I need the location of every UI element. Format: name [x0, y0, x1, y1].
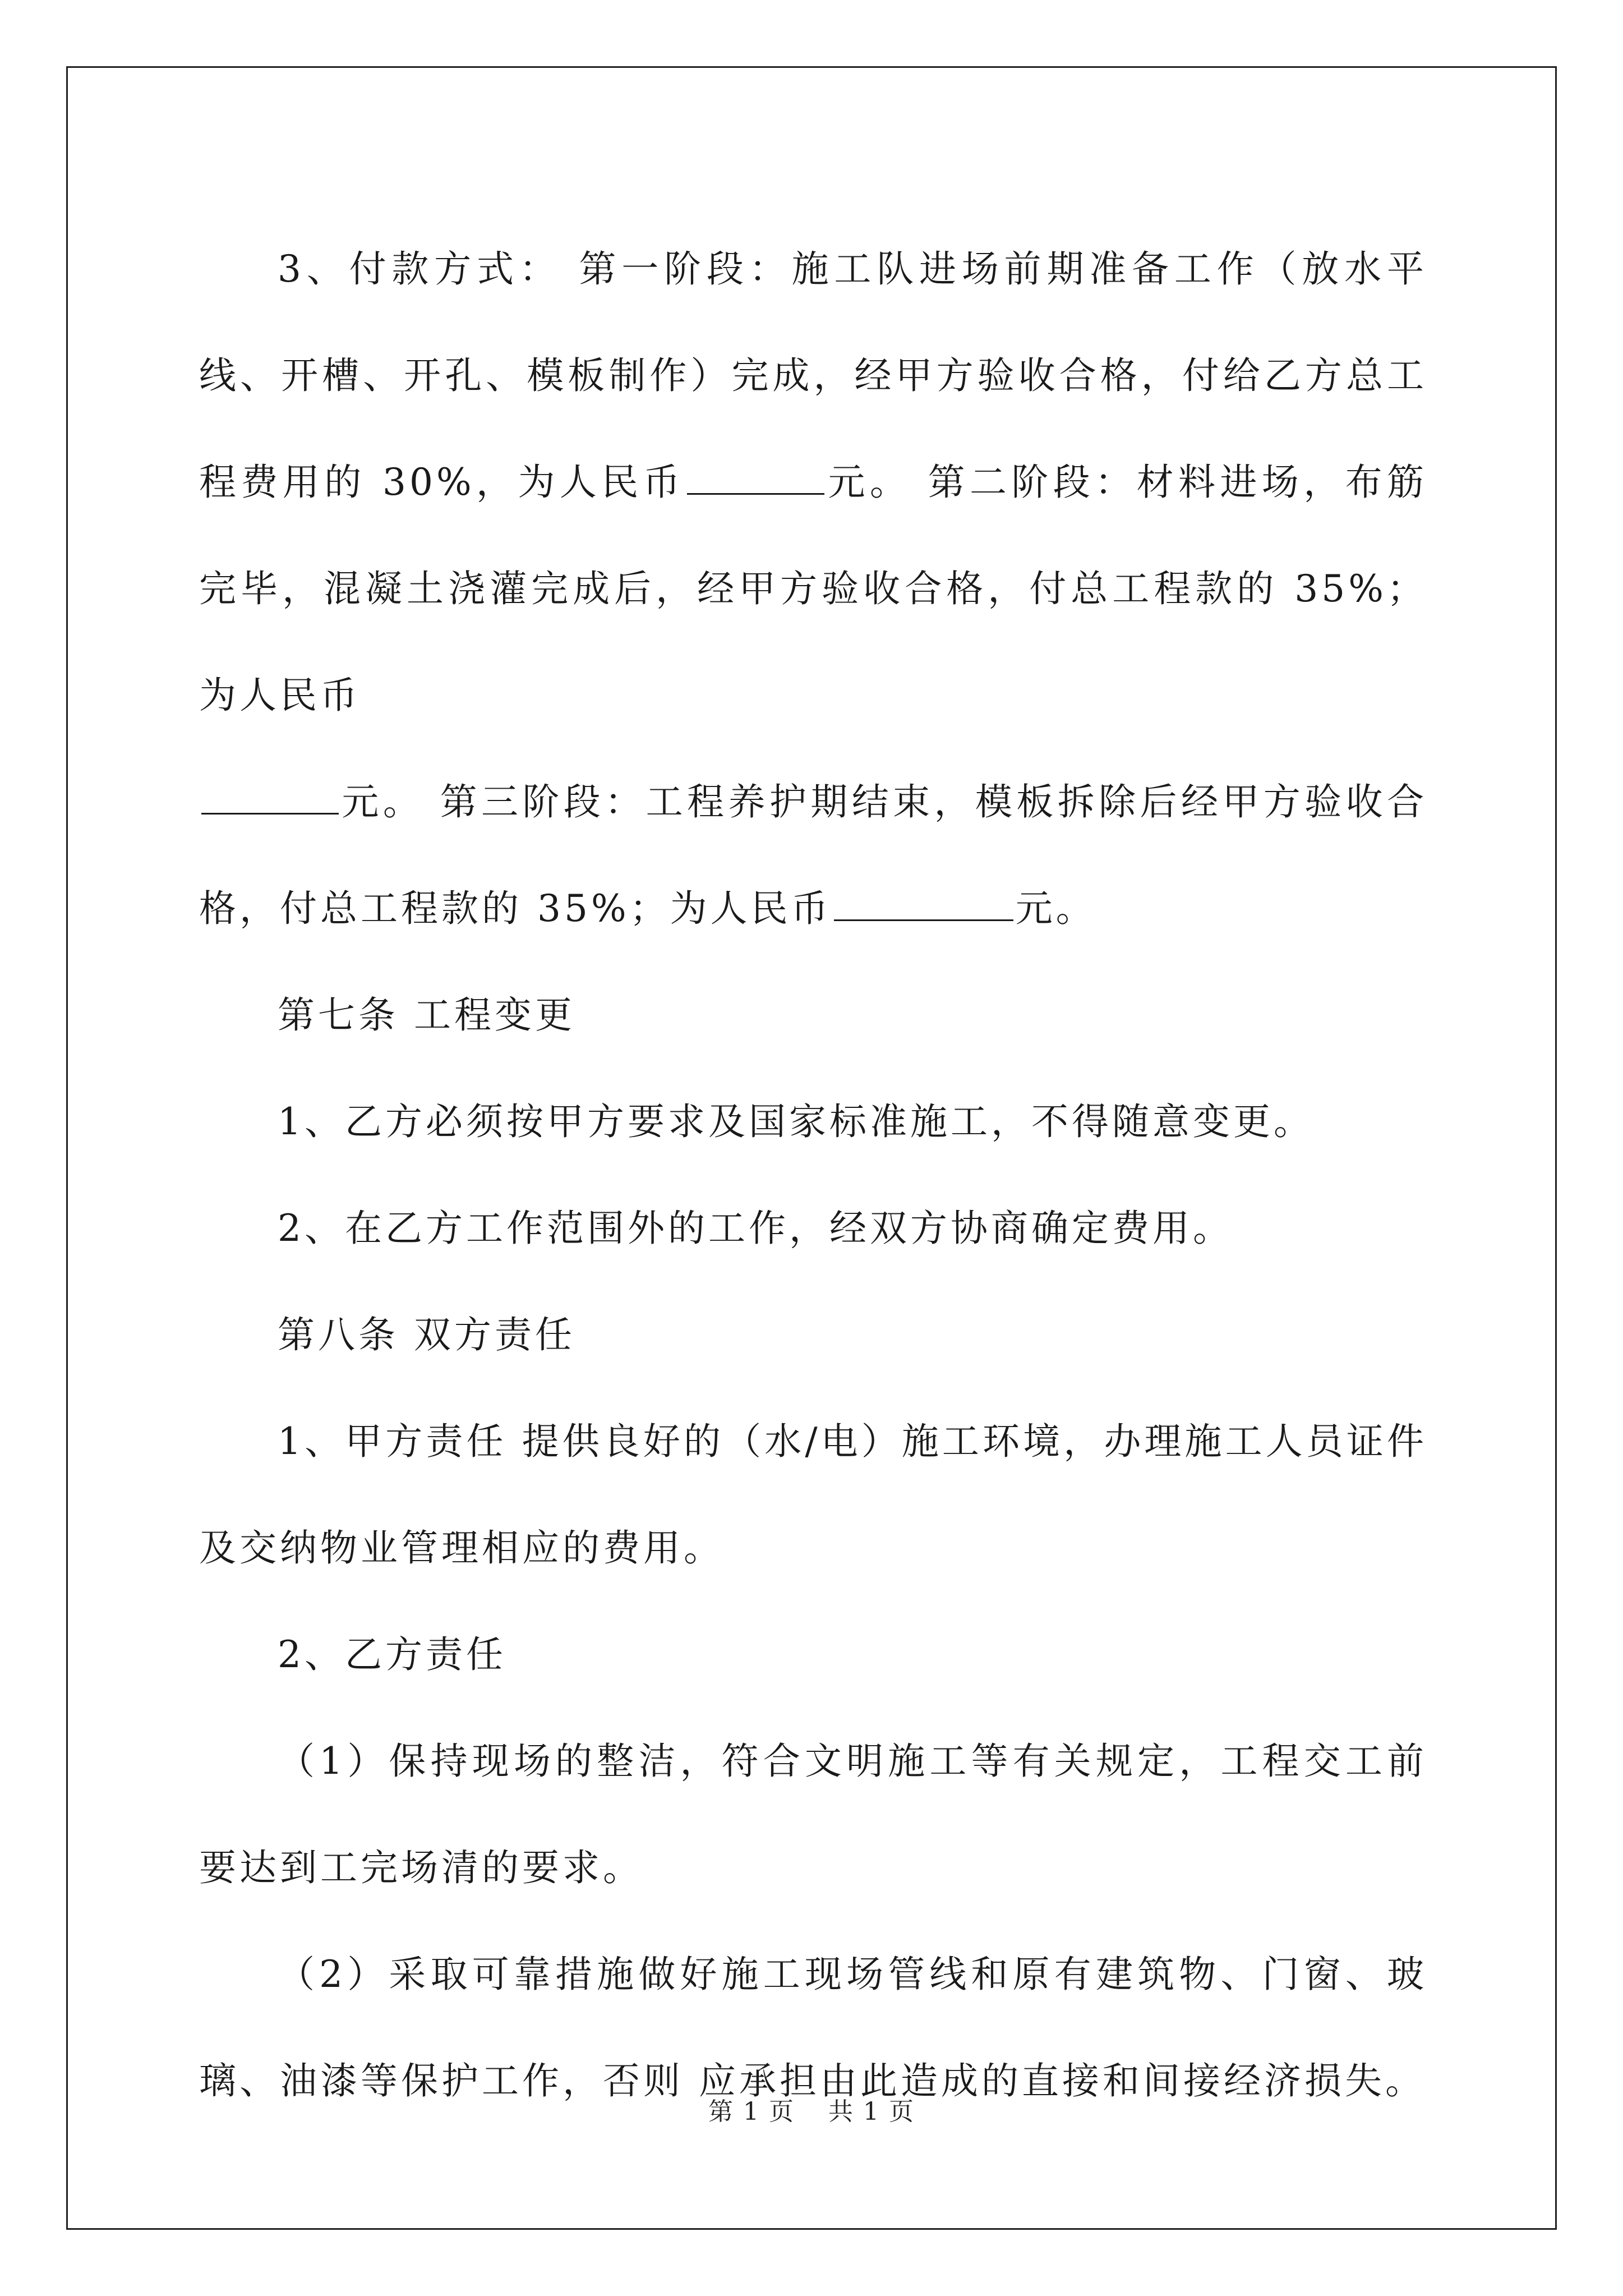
document-body [199, 216, 1427, 2134]
payment-stage-2-text: 元。 第二阶段：材料进场，布筋完毕，混凝土浇灌完成后，经甲方验收合格，付总工程款的 35%；为人民币 [199, 461, 1427, 717]
party-b-item-1: （1）保持现场的整洁，符合文明施工等有关规定，工程交工前要达到工完场清的要求。 [199, 1740, 1427, 1889]
page-footer [0, 2091, 1623, 2127]
party-b-responsibility-heading: 2、乙方责任 [278, 1633, 506, 1676]
amount-blank-3 [834, 887, 1013, 921]
article-8-heading: 第八条 双方责任 [278, 1313, 575, 1356]
payment-end-text: 元。 [1015, 887, 1096, 930]
party-b-item-2: （2）采取可靠措施做好施工现场管线和原有建筑物、门窗、玻璃、油漆等保护工作，否则 应承担由此造成的直接和间接经济损失。 [199, 1953, 1427, 2102]
article-7-heading: 第七条 工程变更 [278, 993, 575, 1037]
page-number: 第 1 页 [708, 2097, 795, 2126]
payment-stage-1-text: 3、付款方式： 第一阶段：施工队进场前期准备工作（放水平线、开槽、开孔、模板制作）完成，经甲方验收合格，付给乙方总工程费用的 30%，为人民币 [199, 247, 1427, 504]
article-7-item-2: 2、在乙方工作范围外的工作，经双方协商确定费用。 [278, 1207, 1233, 1250]
amount-blank-2 [201, 780, 339, 815]
payment-stage-3-text: 元。 第三阶段：工程养护期结束，模板拆除后经甲方验收合格，付总工程款的 35%；为人民币 [199, 780, 1427, 930]
party-a-responsibility: 1、甲方责任 提供良好的（水/电）施工环境，办理施工人员证件及交纳物业管理相应的费用。 [199, 1420, 1427, 1570]
page-count: 共 1 页 [828, 2097, 915, 2126]
amount-blank-1 [687, 461, 824, 495]
payment-terms-paragraph [199, 216, 1427, 962]
article-7-item-1: 1、乙方必须按甲方要求及国家标准施工，不得随意变更。 [278, 1100, 1314, 1143]
